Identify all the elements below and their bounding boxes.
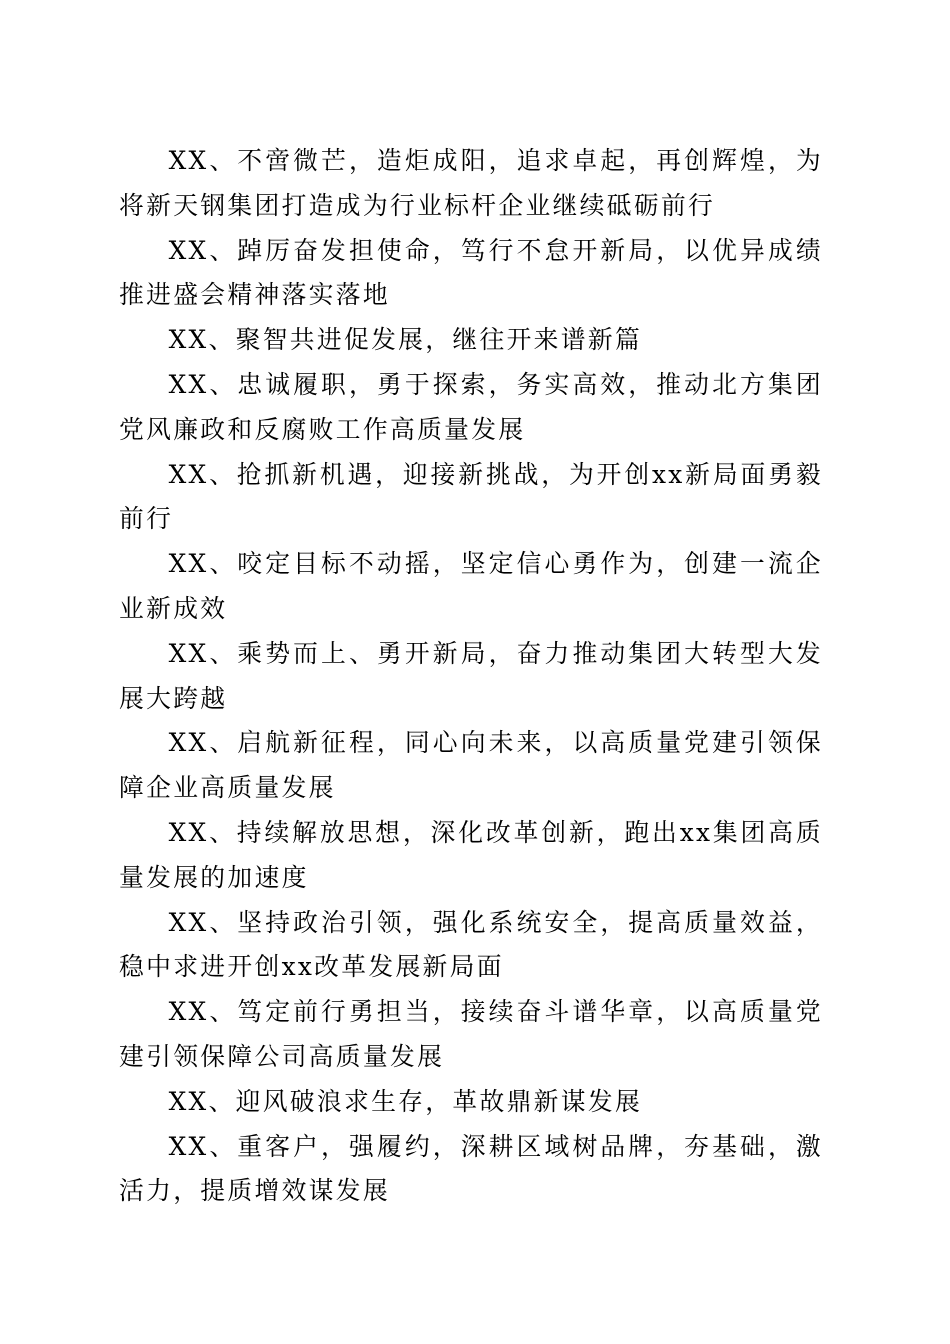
paragraph: XX、踔厉奋发担使命，笃行不怠开新局，以优异成绩推进盛会精神落实落地 [119, 235, 823, 310]
paragraph: XX、忠诚履职，勇于探索，务实高效，推动北方集团党风廉政和反腐败工作高质量发展 [119, 369, 823, 444]
paragraph: XX、迎风破浪求生存，革故鼎新谋发展 [168, 1086, 643, 1116]
paragraph: XX、咬定目标不动摇，坚定信心勇作为，创建一流企业新成效 [119, 549, 823, 623]
paragraph: XX、笃定前行勇担当，接续奋斗谱华章，以高质量党建引领保障公司高质量发展 [119, 997, 823, 1071]
paragraph: XX、抢抓新机遇，迎接新挑战，为开创xx新局面勇毅前行 [119, 459, 823, 534]
paragraph: XX、重客户，强履约，深耕区域树品牌，夯基础，激活力，提质增效谋发展 [119, 1131, 823, 1206]
paragraph: XX、持续解放思想，深化改革创新，跑出xx集团高质量发展的加速度 [119, 817, 823, 892]
paragraph: XX、乘势而上、勇开新局，奋力推动集团大转型大发展大跨越 [119, 638, 823, 713]
document-body [119, 139, 823, 1214]
paragraph: XX、坚持政治引领，强化系统安全，提高质量效益，稳中求进开创xx改革发展新局面 [119, 907, 823, 982]
paragraph: XX、启航新征程，同心向未来，以高质量党建引领保障企业高质量发展 [119, 728, 823, 803]
paragraph: XX、聚智共进促发展，继往开来谱新篇 [168, 325, 643, 355]
paragraph: XX、不啻微芒，造炬成阳，追求卓起，再创辉煌，为将新天钢集团打造成为行业标杆企业继续砥砺前行 [119, 146, 823, 220]
